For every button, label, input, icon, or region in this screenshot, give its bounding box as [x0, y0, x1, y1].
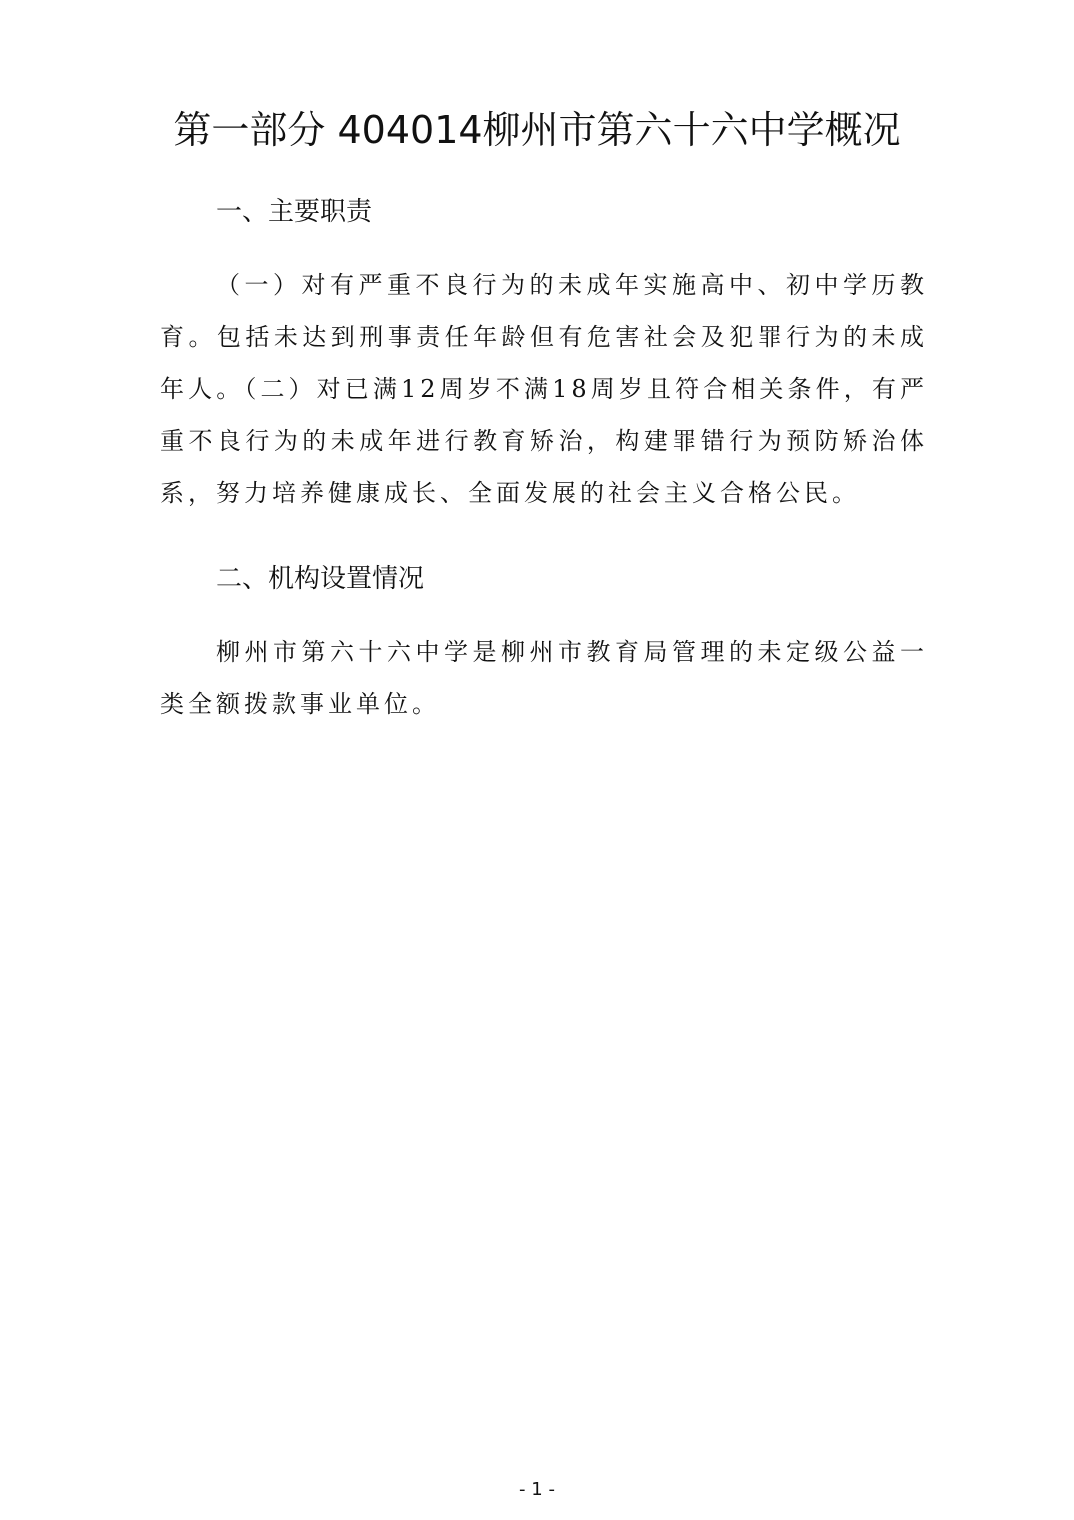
section-heading-main-duties: 一、主要职责: [216, 197, 373, 227]
paragraph-main-duties: （一）对有严重不良行为的未成年实施高中、初中学历教育。包括未达到刑事责任年龄但有危害社会及犯罪行为的未成年人。（二）对已满12周岁不满18周岁且符合相关条件，有严重不良行为的未成年进行教育矫治，构建罪错行为预防矫治体系，努力培养健康成长、全面发展的社会主义合格公民。: [160, 271, 928, 507]
page-number: - 1 -: [519, 1479, 555, 1500]
page-title: 第一部分 404014柳州市第六十六中学概况: [173, 108, 901, 152]
section-heading-organization: 二、机构设置情况: [216, 564, 425, 594]
paragraph-organization: 柳州市第六十六中学是柳州市教育局管理的未定级公益一类全额拨款事业单位。: [160, 638, 928, 718]
